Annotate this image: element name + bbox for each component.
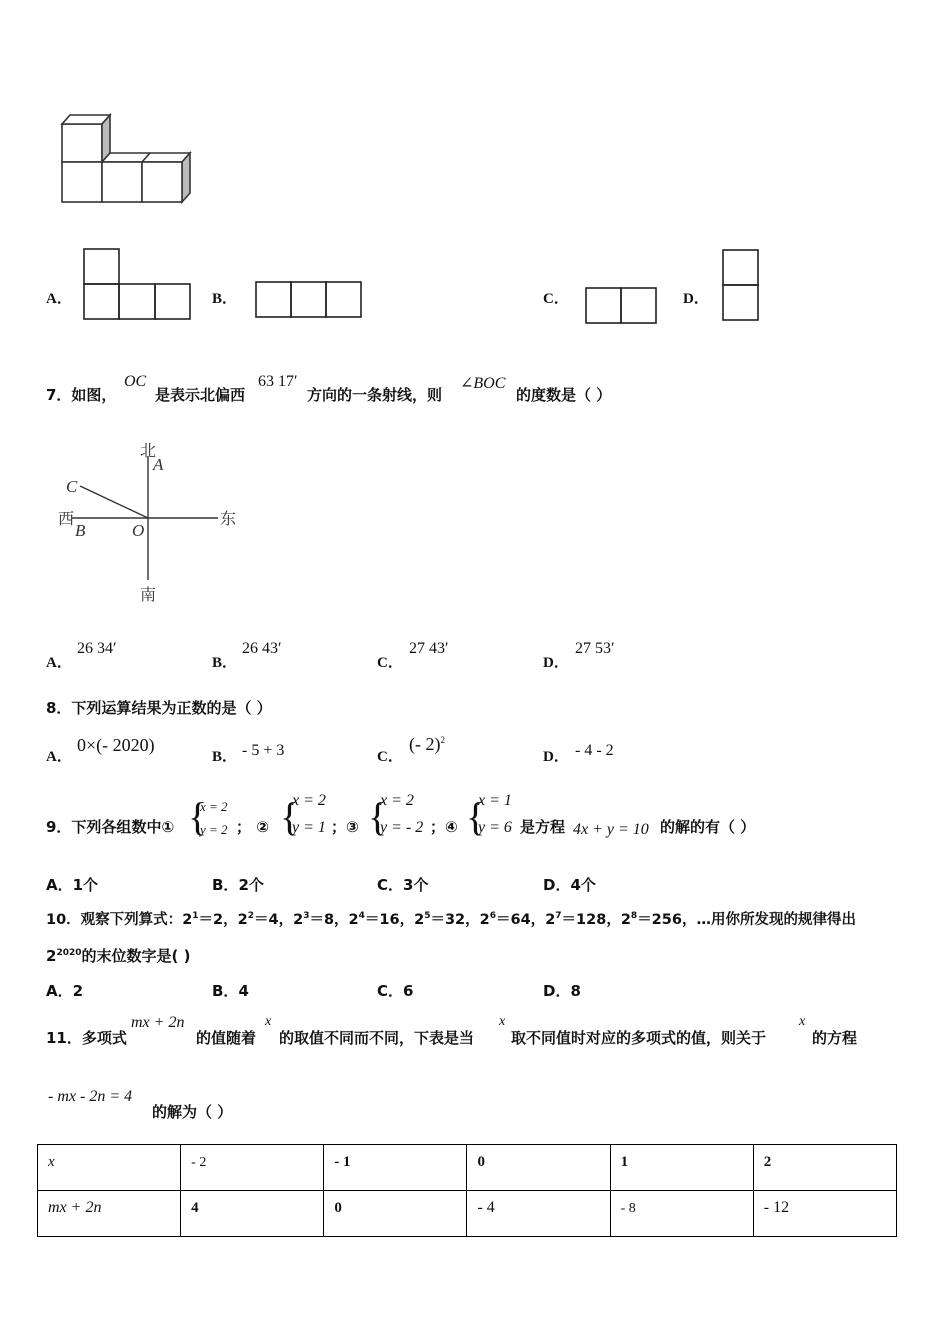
q11-stem-mid3: 取不同值时对应的多项式的值，则关于 — [511, 1029, 767, 1047]
table-cell: - 12 — [753, 1191, 896, 1237]
q11-x2: x — [499, 1014, 506, 1029]
q11-eq-suffix: 的解为（ ） — [152, 1103, 233, 1121]
compass-figure — [50, 438, 250, 608]
q9-sep3: ；④ — [430, 818, 458, 836]
q9-option-a[interactable]: A．1个 — [46, 876, 99, 894]
q7-oc: OC — [124, 373, 147, 390]
q6-option-d-figure[interactable] — [722, 249, 760, 323]
table-cell: 0 — [467, 1145, 610, 1191]
q7-option-d-label: D． — [543, 655, 569, 671]
q9-sep1: ； ② — [236, 818, 269, 836]
q7-stem-prefix: 7．如图， — [46, 386, 117, 404]
table-cell: - 4 — [467, 1191, 610, 1237]
q8-option-b-label: B． — [212, 749, 238, 765]
q8-option-c-value[interactable]: (- 2)$^2$ — [409, 734, 445, 754]
q10-option-b[interactable]: B．4 — [212, 982, 249, 1000]
q9-s1-line2: y = 2 — [200, 822, 228, 837]
q11-poly: mx + 2n — [131, 1014, 185, 1031]
east-label: 东 — [220, 509, 237, 528]
q9-s4-line2: y = 6 — [478, 819, 512, 836]
q9-option-b[interactable]: B．2个 — [212, 876, 264, 894]
q7-option-a-value[interactable]: 26 34′ — [77, 640, 117, 657]
q11-stem-suffix: 的方程 — [812, 1029, 858, 1047]
q6-option-a-figure[interactable] — [83, 248, 193, 322]
table-cell: - 8 — [610, 1191, 753, 1237]
q10-line1: 10．观察下列算式：$2^1=2$，$2^2=4$，$2^3=8$，$2^4=16$，$2^5=32$，$2^6=64$，$2^7=128$，$2^8=256$，…用你所发现的规律得出 — [46, 911, 856, 928]
q6-option-b-label: B． — [212, 291, 238, 307]
q6-option-c-figure[interactable] — [585, 287, 660, 325]
q9-option-c[interactable]: C．3个 — [377, 876, 429, 894]
q9-option-d[interactable]: D．4个 — [543, 876, 596, 894]
q8-option-d-value[interactable]: - 4 - 2 — [575, 742, 614, 759]
q9-s3-line1: x = 2 — [380, 792, 414, 809]
north-label: 北 — [140, 441, 157, 460]
q11-stem-mid2: 的取值不同而不同，下表是当 — [279, 1029, 475, 1047]
label-o: O — [132, 521, 145, 540]
q7-stem-mid2: 方向的一条射线，则 — [307, 386, 443, 404]
q11-equation: - mx - 2n = 4 — [48, 1088, 133, 1105]
table-cell: 1 — [610, 1145, 753, 1191]
q7-boc: ∠BOC — [460, 375, 506, 392]
q8-option-c-label: C． — [377, 749, 403, 765]
q6-option-c-label: C． — [543, 291, 569, 307]
q11-value-table — [37, 1144, 897, 1237]
q6-option-a-label: A． — [46, 291, 72, 307]
q9-s4-line1: x = 1 — [478, 792, 512, 809]
q11-stem-mid1: 的值随着 — [196, 1029, 257, 1047]
table-cell: 2 — [753, 1145, 896, 1191]
label-a: A — [153, 455, 164, 474]
table-row — [38, 1145, 897, 1191]
q9-equation: 4x + y = 10 — [573, 821, 649, 838]
q10-option-a[interactable]: A．2 — [46, 982, 84, 1000]
q9-stem-mid: 是方程 — [520, 818, 566, 836]
q7-option-c-value[interactable]: 27 43′ — [409, 640, 449, 657]
q10-option-c[interactable]: C．6 — [377, 982, 414, 1000]
q8-option-b-value[interactable]: - 5 + 3 — [242, 742, 285, 759]
q8-option-a-label: A． — [46, 749, 72, 765]
q8-stem: 8．下列运算结果为正数的是（ ） — [46, 699, 272, 717]
q7-stem-suffix: 的度数是（ ） — [516, 386, 612, 404]
q9-s1-line1: x = 2 — [200, 799, 228, 814]
q7-option-b-value[interactable]: 26 43′ — [242, 640, 282, 657]
label-c: C — [66, 477, 78, 496]
west-label: 西 — [58, 509, 75, 528]
q9-stem-prefix: 9．下列各组数中① — [46, 818, 175, 836]
q9-s3-line2: y = - 2 — [380, 819, 424, 836]
q10-option-d[interactable]: D．8 — [543, 982, 581, 1000]
label-b: B — [75, 521, 86, 540]
table-row — [38, 1191, 897, 1237]
q9-sep2: ；③ — [331, 818, 359, 836]
q8-option-d-label: D． — [543, 749, 569, 765]
table-cell: mx + 2n — [38, 1191, 181, 1237]
q7-option-c-label: C． — [377, 655, 403, 671]
q9-s2-line1: x = 2 — [292, 792, 326, 809]
q9-stem-suffix: 的解的有（ ） — [660, 818, 756, 836]
q6-option-b-figure[interactable] — [255, 281, 365, 319]
q6-option-d-label: D． — [683, 291, 709, 307]
table-cell: 0 — [324, 1191, 467, 1237]
table-cell: - 2 — [181, 1145, 324, 1191]
table-cell: x — [38, 1145, 181, 1191]
q11-x1: x — [265, 1014, 272, 1029]
q7-stem-mid: 是表示北偏西 — [155, 386, 246, 404]
q7-option-d-value[interactable]: 27 53′ — [575, 640, 615, 657]
q7-option-b-label: B． — [212, 655, 238, 671]
south-label: 南 — [140, 585, 157, 604]
q11-x3: x — [799, 1014, 806, 1029]
q9-s2-line2: y = 1 — [292, 819, 326, 836]
q8-option-a-value[interactable]: 0×(- 2020) — [77, 735, 155, 755]
table-cell: 4 — [181, 1191, 324, 1237]
cube-solid-figure — [55, 110, 210, 210]
table-cell: - 1 — [324, 1145, 467, 1191]
q7-option-a-label: A． — [46, 655, 72, 671]
q11-stem-prefix: 11．多项式 — [46, 1029, 127, 1047]
q7-angle: 63 17′ — [258, 373, 298, 390]
q10-line2: $2^{2020}$的末位数字是( ) — [46, 947, 191, 965]
